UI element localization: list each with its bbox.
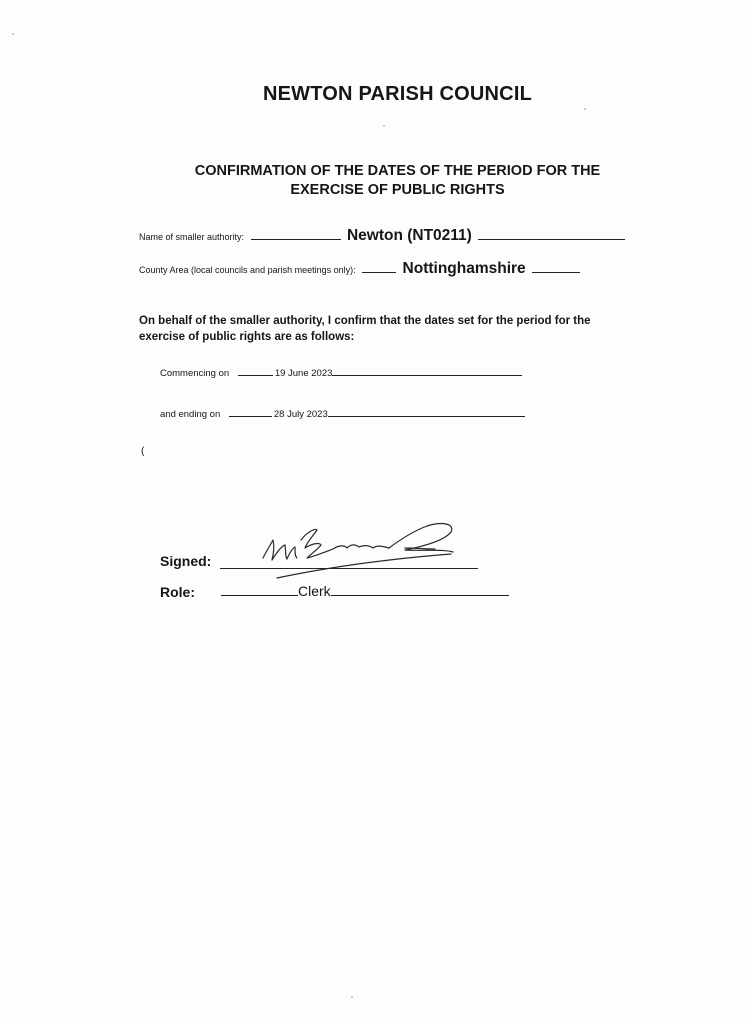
county-trailing-rule xyxy=(532,272,580,273)
county-row xyxy=(139,260,582,278)
role-label: Role: xyxy=(160,584,195,600)
commencing-leading-rule xyxy=(238,375,273,376)
scan-speck xyxy=(584,108,586,110)
authority-label: Name of smaller authority: xyxy=(139,232,245,242)
county-label: County Area (local councils and parish meetings only): xyxy=(139,265,356,275)
authority-value: Newton (NT0211) xyxy=(346,227,472,244)
signed-label: Signed: xyxy=(160,553,212,569)
ending-leading-rule xyxy=(229,416,272,417)
commencing-row xyxy=(160,368,524,379)
authority-trailing-rule xyxy=(478,239,625,240)
stray-mark: ( xyxy=(141,446,145,457)
role-trailing-rule xyxy=(331,595,509,596)
county-value: Nottinghamshire xyxy=(402,260,526,277)
commencing-date: 19 June 2023 xyxy=(274,368,333,379)
ending-row xyxy=(160,409,527,420)
scan-speck xyxy=(383,125,385,127)
scan-speck xyxy=(12,33,14,35)
role-leading-rule xyxy=(221,595,298,596)
commencing-label: Commencing on xyxy=(160,368,230,379)
county-leading-rule xyxy=(362,272,396,273)
role-value: Clerk xyxy=(298,583,331,599)
commencing-trailing-rule xyxy=(332,375,522,376)
role-row xyxy=(221,583,509,599)
scan-speck xyxy=(351,996,353,998)
ending-trailing-rule xyxy=(328,416,525,417)
handwritten-signature xyxy=(255,518,465,584)
ending-date: 28 July 2023 xyxy=(273,409,328,420)
ending-label: and ending on xyxy=(160,409,221,420)
heading-line-1: CONFIRMATION OF THE DATES OF THE PERIOD FOR THE xyxy=(194,163,601,179)
authority-leading-rule xyxy=(251,239,341,240)
heading-line-2: EXERCISE OF PUBLIC RIGHTS xyxy=(290,182,505,198)
authority-row xyxy=(139,227,627,245)
document-heading xyxy=(140,162,655,200)
council-name: NEWTON PARISH COUNCIL xyxy=(262,83,532,105)
confirmation-statement: On behalf of the smaller authority, I confirm that the dates set for the period for the exercise of public rights are as follows: xyxy=(139,315,591,343)
